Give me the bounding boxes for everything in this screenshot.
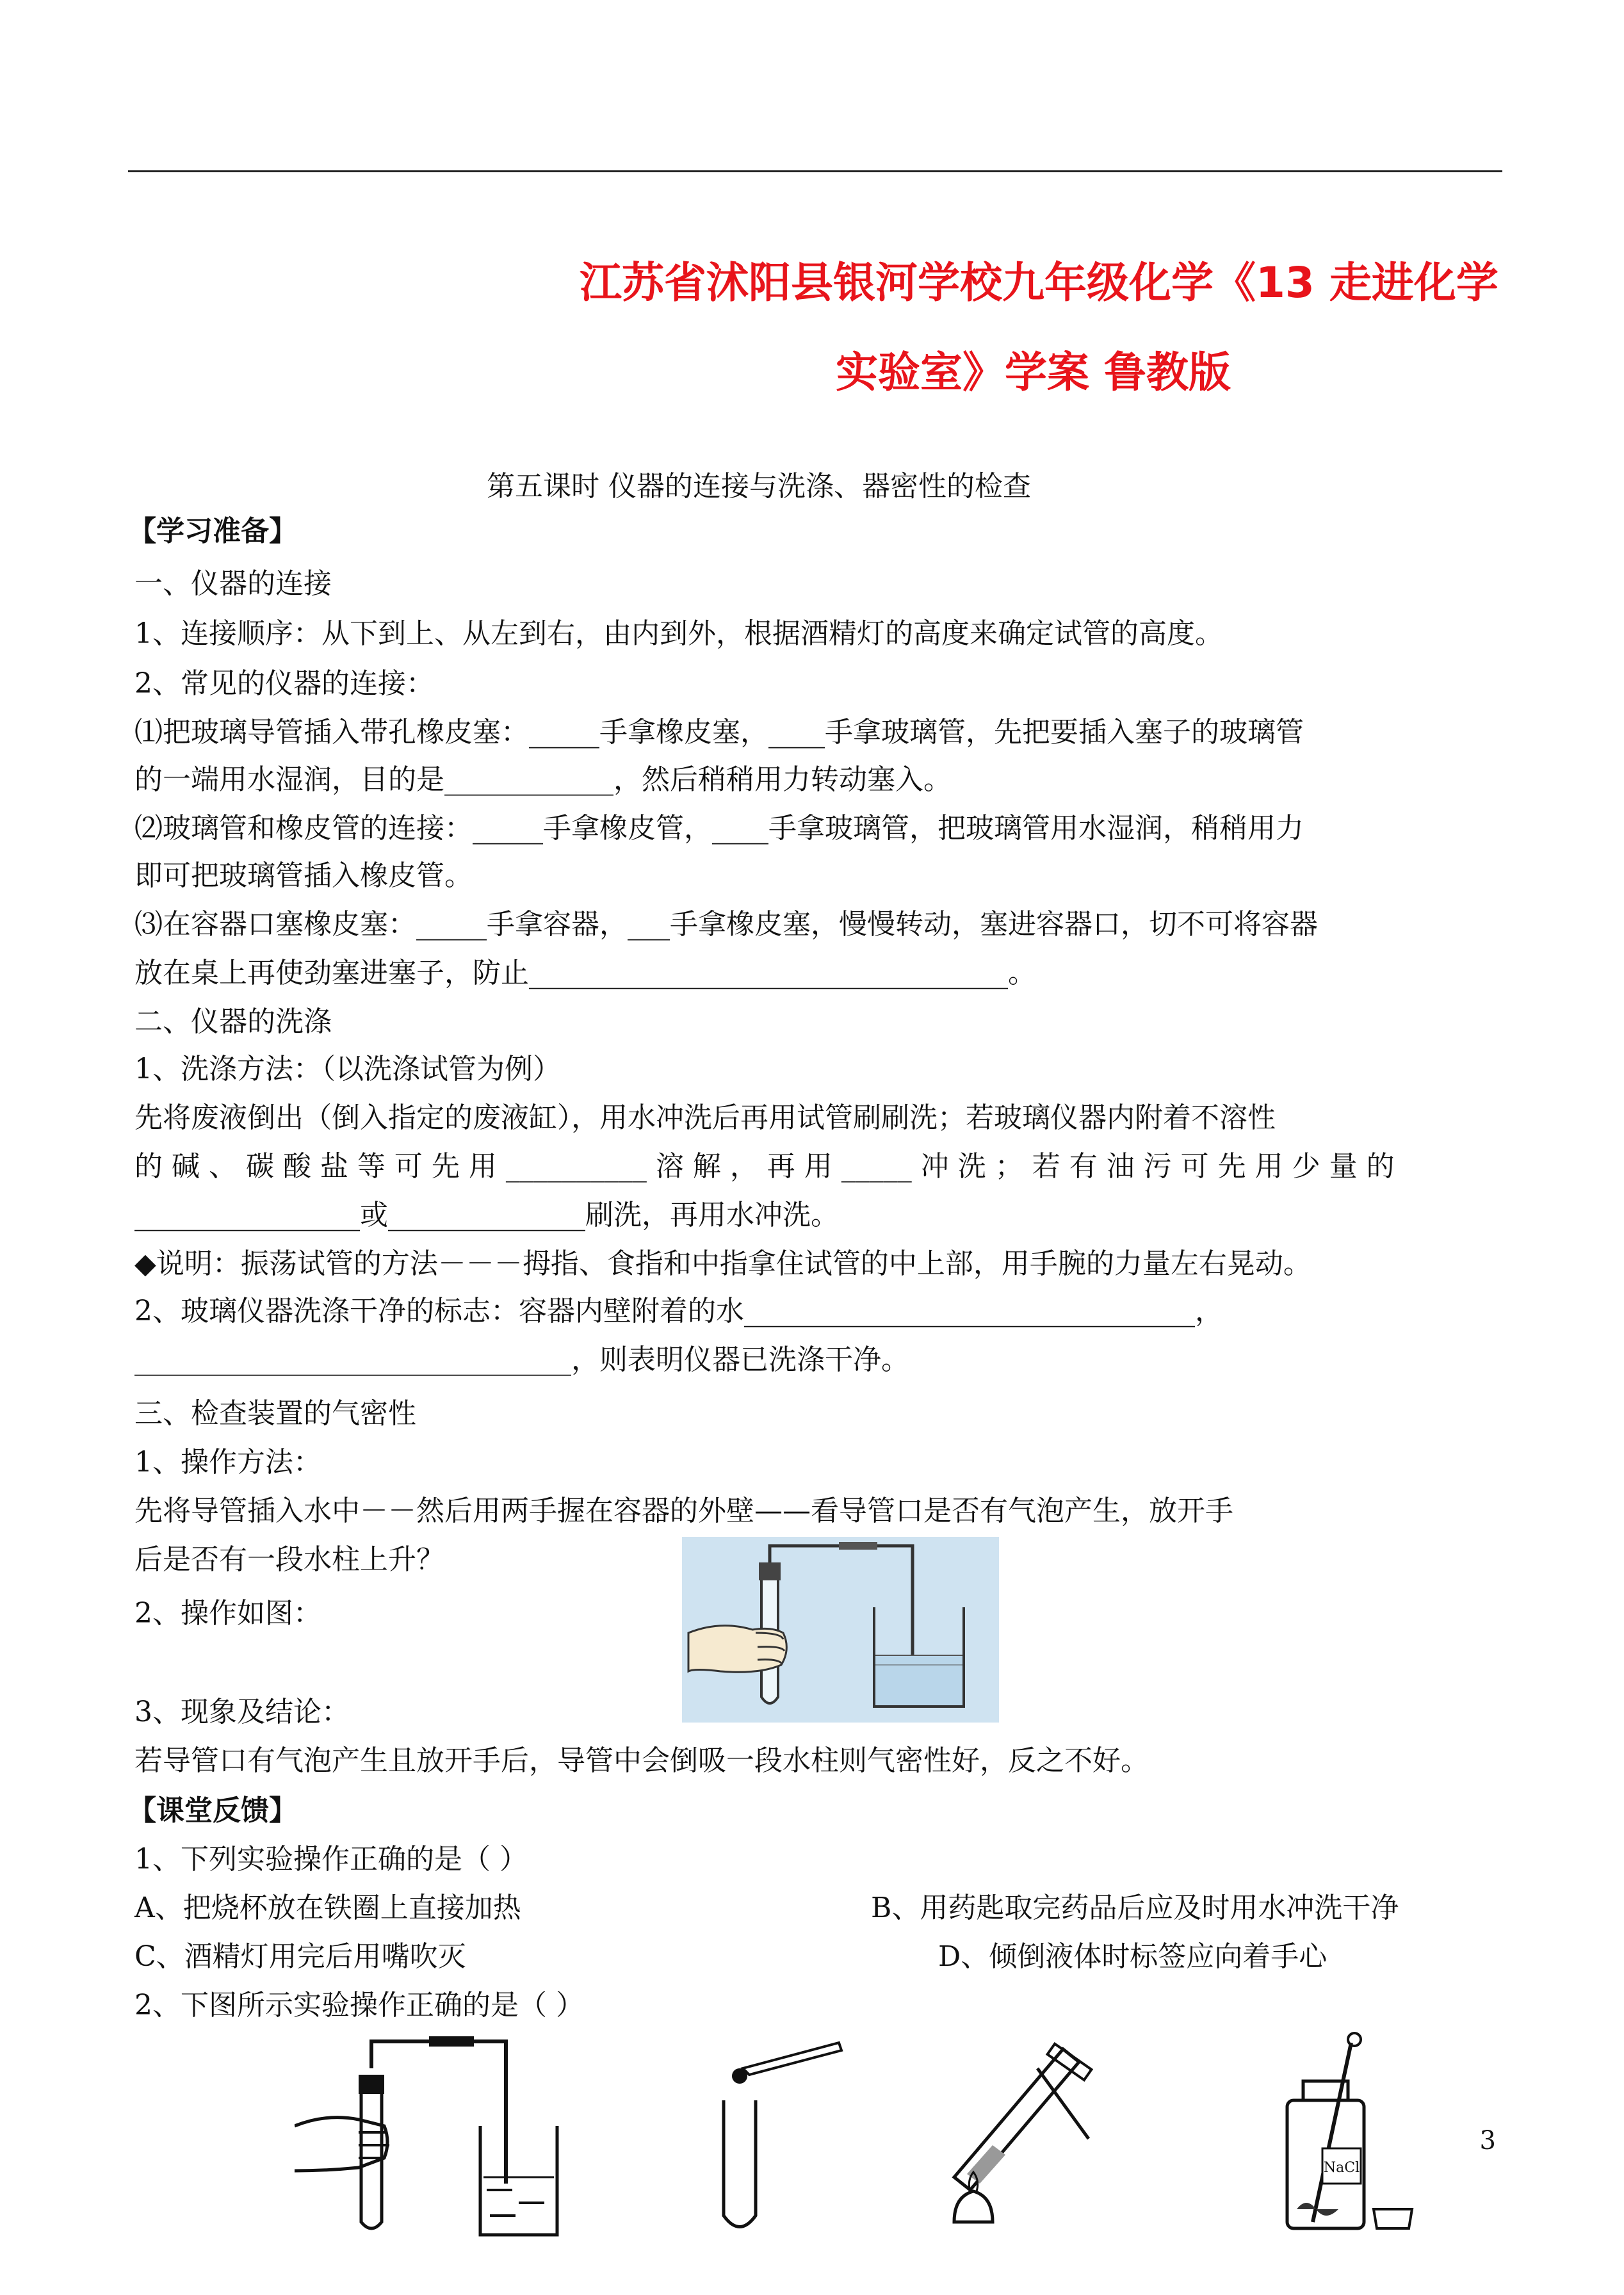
connect-b-line1: ⑵玻璃管和橡皮管的连接：_____手拿橡皮管，____手拿玻璃管，把玻璃管用水湿润，稍稍用力 [134,812,1304,845]
q2-figure-heating [929,2023,1140,2235]
q1-option-b: B、用药匙取完药品后应及时用水冲洗干净 [871,1892,1399,1924]
airtight-method-line1: 先将导管插入水中－－然后用两手握在容器的外壁——看导管口是否有气泡产生，放开手 [134,1495,1233,1527]
lesson-subtitle: 第五课时 仪器的连接与洗涤、器密性的检查 [487,470,1031,503]
page-number: 3 [1479,2126,1496,2155]
q1-option-a: A、把烧杯放在铁圈上直接加热 [134,1892,521,1924]
wash-line3: ________________或______________刷洗，再用水冲洗。 [134,1199,839,1231]
question-1: 1、下列实验操作正确的是（ ） [134,1843,528,1876]
clean-sign-line1: 2、玻璃仪器洗涤干净的标志：容器内壁附着的水________________________________， [134,1295,1223,1327]
connect-order: 1、连接顺序：从下到上、从左到右，由内到外，根据酒精灯的高度来确定试管的高度。 [134,617,1223,650]
q2-figure-dropper [704,2036,858,2235]
connect-c-line1: ⑶在容器口塞橡皮塞：_____手拿容器，___手拿橡皮塞，慢慢转动，塞进容器口，切不可将容器 [134,908,1318,941]
wash-line1: 先将废液倒出（倒入指定的废液缸），用水冲洗后再用试管刷刷洗；若玻璃仪器内附着不溶性 [134,1101,1276,1134]
connect-common: 2、常见的仪器的连接： [134,667,434,700]
airtight-figure-label: 2、操作如图： [134,1597,321,1630]
doc-title-line1: 江苏省沭阳县银河学校九年级化学《13 走进化学 [580,258,1498,307]
connect-a-line1: ⑴把玻璃导管插入带孔橡皮塞：_____手拿橡皮塞，____手拿玻璃管，先把要插入塞子的玻璃管 [134,716,1304,749]
section-heading-feedback: 【课堂反馈】 [128,1794,297,1827]
connect-b-line2: 即可把玻璃管插入橡皮管。 [134,859,473,892]
q2-figure-nacl-bottle [1268,2030,1422,2235]
phenomenon-label: 3、现象及结论： [134,1696,350,1728]
nacl-label: NaCl [1323,2160,1360,2176]
shake-note: ◆说明：振荡试管的方法－－－拇指、食指和中指拿住试管的中上部，用手腕的力量左右晃动。 [134,1247,1311,1280]
section-connect: 一、仪器的连接 [134,567,332,600]
q1-option-c: C、酒精灯用完后用嘴吹灭 [134,1940,466,1973]
airtight-check-figure [682,1537,999,1723]
airtight-method: 1、操作方法： [134,1446,321,1479]
wash-line2: 的 碱 、 碳 酸 盐 等 可 先 用 __________ 溶 解 ， 再 用 _____ 冲 洗 ； 若 有 油 污 可 先 用 少 量 的 [134,1150,1395,1183]
question-2: 2、下图所示实验操作正确的是（ ） [134,1989,584,2022]
clean-sign-line2: _______________________________，则表明仪器已洗涤干净。 [134,1343,909,1376]
header-rule [128,170,1502,172]
airtight-method-line2: 后是否有一段水柱上升？ [134,1543,444,1576]
section-wash: 二、仪器的洗涤 [134,1005,332,1038]
doc-title-line2: 实验室》学案 鲁教版 [836,348,1231,397]
phenomenon-line1: 若导管口有气泡产生且放开手后，导管中会倒吸一段水柱则气密性好，反之不好。 [134,1744,1149,1777]
connect-a-line2: 的一端用水湿润，目的是____________，然后稍稍用力转动塞入。 [134,763,952,796]
wash-method: 1、洗涤方法：（以洗涤试管为例） [134,1053,561,1085]
connect-c-line2: 放在桌上再使劲塞进塞子，防止__________________________________。 [134,957,1036,989]
section-airtight: 三、检查装置的气密性 [134,1397,416,1430]
q1-option-d: D、倾倒液体时标签应向着手心 [938,1940,1328,1973]
q2-figure-airtight [295,2030,576,2241]
section-heading-prep: 【学习准备】 [128,515,297,547]
